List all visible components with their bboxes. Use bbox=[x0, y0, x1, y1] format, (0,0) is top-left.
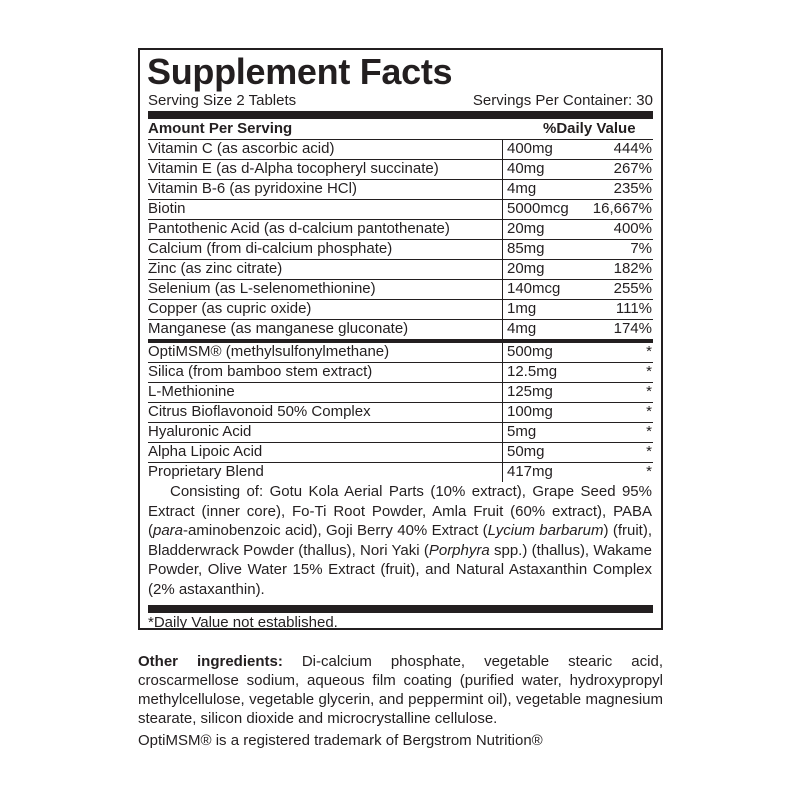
nutrient-name: Alpha Lipoic Acid bbox=[148, 443, 263, 460]
nutrient-dv: * bbox=[646, 443, 652, 460]
nutrient-amount: 140mcg bbox=[502, 280, 592, 299]
table-row bbox=[148, 463, 653, 482]
nutrient-amount: 5mg bbox=[502, 423, 592, 442]
nutrient-amount: 1mg bbox=[502, 300, 592, 319]
table-row bbox=[148, 180, 653, 200]
proprietary-blend-description bbox=[148, 482, 653, 599]
table-row bbox=[148, 140, 653, 160]
nutrient-amount: 500mg bbox=[502, 343, 592, 362]
thick-rule bbox=[148, 111, 653, 119]
table-row bbox=[148, 300, 653, 320]
nutrient-name: Copper (as cupric oxide) bbox=[148, 300, 312, 317]
blend-italic-text: Lycium barbarum bbox=[487, 522, 604, 539]
blend-text: ) (fruit), Bladderwrack Powder (thallus), Nori Yaki ( bbox=[148, 522, 653, 559]
nutrient-amount: 400mg bbox=[502, 140, 592, 159]
nutrient-dv: * bbox=[646, 383, 652, 400]
table-row bbox=[148, 423, 653, 443]
daily-value-header: %Daily Value bbox=[543, 120, 636, 137]
table-row bbox=[148, 240, 653, 260]
blend-italic-text: para bbox=[153, 522, 184, 539]
daily-value-footnote: *Daily Value not established. bbox=[148, 614, 338, 631]
nutrient-dv: 111% bbox=[615, 300, 652, 317]
servings-per-container: Servings Per Container: 30 bbox=[472, 92, 653, 109]
nutrient-name: L-Methionine bbox=[148, 383, 235, 400]
nutrient-amount: 50mg bbox=[502, 443, 592, 462]
nutrient-name: Proprietary Blend bbox=[148, 463, 264, 480]
table-row bbox=[148, 220, 653, 240]
other-ingredients-label: Other ingredients: bbox=[138, 653, 283, 670]
nutrient-amount: 20mg bbox=[502, 220, 592, 239]
table-row bbox=[148, 443, 653, 463]
table-row bbox=[148, 343, 653, 363]
nutrient-name: Manganese (as manganese gluconate) bbox=[148, 320, 409, 337]
serving-size: Serving Size 2 Tablets bbox=[148, 92, 297, 109]
nutrient-dv: 174% bbox=[613, 320, 652, 337]
nutrient-name: Hyaluronic Acid bbox=[148, 423, 252, 440]
table-row bbox=[148, 280, 653, 300]
nutrient-name: OptiMSM® (methylsulfonylmethane) bbox=[148, 343, 390, 360]
nutrient-amount: 12.5mg bbox=[502, 363, 592, 382]
nutrient-name: Biotin bbox=[148, 200, 186, 217]
nutrient-dv: 7% bbox=[630, 240, 652, 257]
nutrient-dv: 444% bbox=[613, 140, 652, 157]
nutrient-name: Zinc (as zinc citrate) bbox=[148, 260, 283, 277]
nutrient-amount: 4mg bbox=[502, 320, 592, 339]
nutrient-amount: 4mg bbox=[502, 180, 592, 199]
nutrient-name: Vitamin C (as ascorbic acid) bbox=[148, 140, 335, 157]
nutrient-list bbox=[148, 140, 653, 339]
serving-info bbox=[148, 92, 653, 111]
trademark-notice: OptiMSM® is a registered trademark of Bergstrom Nutrition® bbox=[138, 732, 543, 749]
nutrient-dv: 16,667% bbox=[592, 200, 652, 217]
amount-per-serving-header: Amount Per Serving bbox=[148, 120, 293, 137]
nutrient-name: Citrus Bioflavonoid 50% Complex bbox=[148, 403, 371, 420]
nutrient-dv: * bbox=[646, 463, 652, 480]
nutrient-dv: * bbox=[646, 403, 652, 420]
blend-text: -aminobenzoic acid), Goji Berry 40% Extract ( bbox=[183, 522, 488, 539]
nutrient-dv: 182% bbox=[613, 260, 652, 277]
nutrient-amount: 100mg bbox=[502, 403, 592, 422]
nutrient-amount: 125mg bbox=[502, 383, 592, 402]
nutrient-dv: * bbox=[646, 363, 652, 380]
nutrient-amount: 85mg bbox=[502, 240, 592, 259]
nutrient-dv: 400% bbox=[613, 220, 652, 237]
nutrient-dv: 255% bbox=[613, 280, 652, 297]
blend-text: Consisting of: Gotu Kola Aerial Parts (10% extract), Grape Seed 95% Extract (inner core), Fo-Ti Root Powder, Amla Fruit (60% extract), PABA ( bbox=[148, 483, 652, 539]
nutrient-dv: 235% bbox=[613, 180, 652, 197]
nutrient-name: Selenium (as L-selenomethionine) bbox=[148, 280, 376, 297]
other-ingredients bbox=[138, 652, 663, 728]
other-nutrient-list bbox=[148, 343, 653, 482]
nutrient-name: Vitamin E (as d-Alpha tocopheryl succinate) bbox=[148, 160, 439, 177]
nutrient-dv: * bbox=[646, 343, 652, 360]
table-row bbox=[148, 403, 653, 423]
thick-rule bbox=[148, 605, 653, 613]
other-ingredients-text: Di-calcium phosphate, vegetable stearic acid, croscarmellose sodium, aqueous film coating (purified water, hydroxypropyl methylcellulose, vegetable glycerin, and peppermint oil), vegetable magnesium stearate, silicon dioxide and microcrystalline cellulose. bbox=[138, 653, 663, 727]
table-row bbox=[148, 160, 653, 180]
table-row bbox=[148, 260, 653, 280]
panel-title: Supplement Facts bbox=[147, 51, 453, 92]
blend-text: spp.) (thallus), Wakame Powder, Olive Water 15% Extract (fruit), and Natural Astaxanthin Complex (2% astaxanthin). bbox=[148, 541, 652, 598]
nutrient-name: Calcium (from di-calcium phosphate) bbox=[148, 240, 393, 257]
table-row bbox=[148, 200, 653, 220]
nutrient-name: Silica (from bamboo stem extract) bbox=[148, 363, 373, 380]
table-header bbox=[148, 119, 653, 140]
nutrient-amount: 417mg bbox=[502, 463, 592, 482]
nutrient-amount: 5000mcg bbox=[502, 200, 592, 219]
table-row bbox=[148, 320, 653, 339]
nutrient-amount: 40mg bbox=[502, 160, 592, 179]
supplement-facts-panel bbox=[138, 48, 663, 630]
nutrient-dv: 267% bbox=[613, 160, 652, 177]
blend-italic-text: Porphyra bbox=[428, 541, 490, 559]
table-row bbox=[148, 383, 653, 403]
nutrient-name: Vitamin B-6 (as pyridoxine HCl) bbox=[148, 180, 357, 197]
nutrient-amount: 20mg bbox=[502, 260, 592, 279]
table-row bbox=[148, 363, 653, 383]
nutrient-name: Pantothenic Acid (as d-calcium pantothenate) bbox=[148, 220, 450, 237]
nutrient-dv: * bbox=[646, 423, 652, 440]
